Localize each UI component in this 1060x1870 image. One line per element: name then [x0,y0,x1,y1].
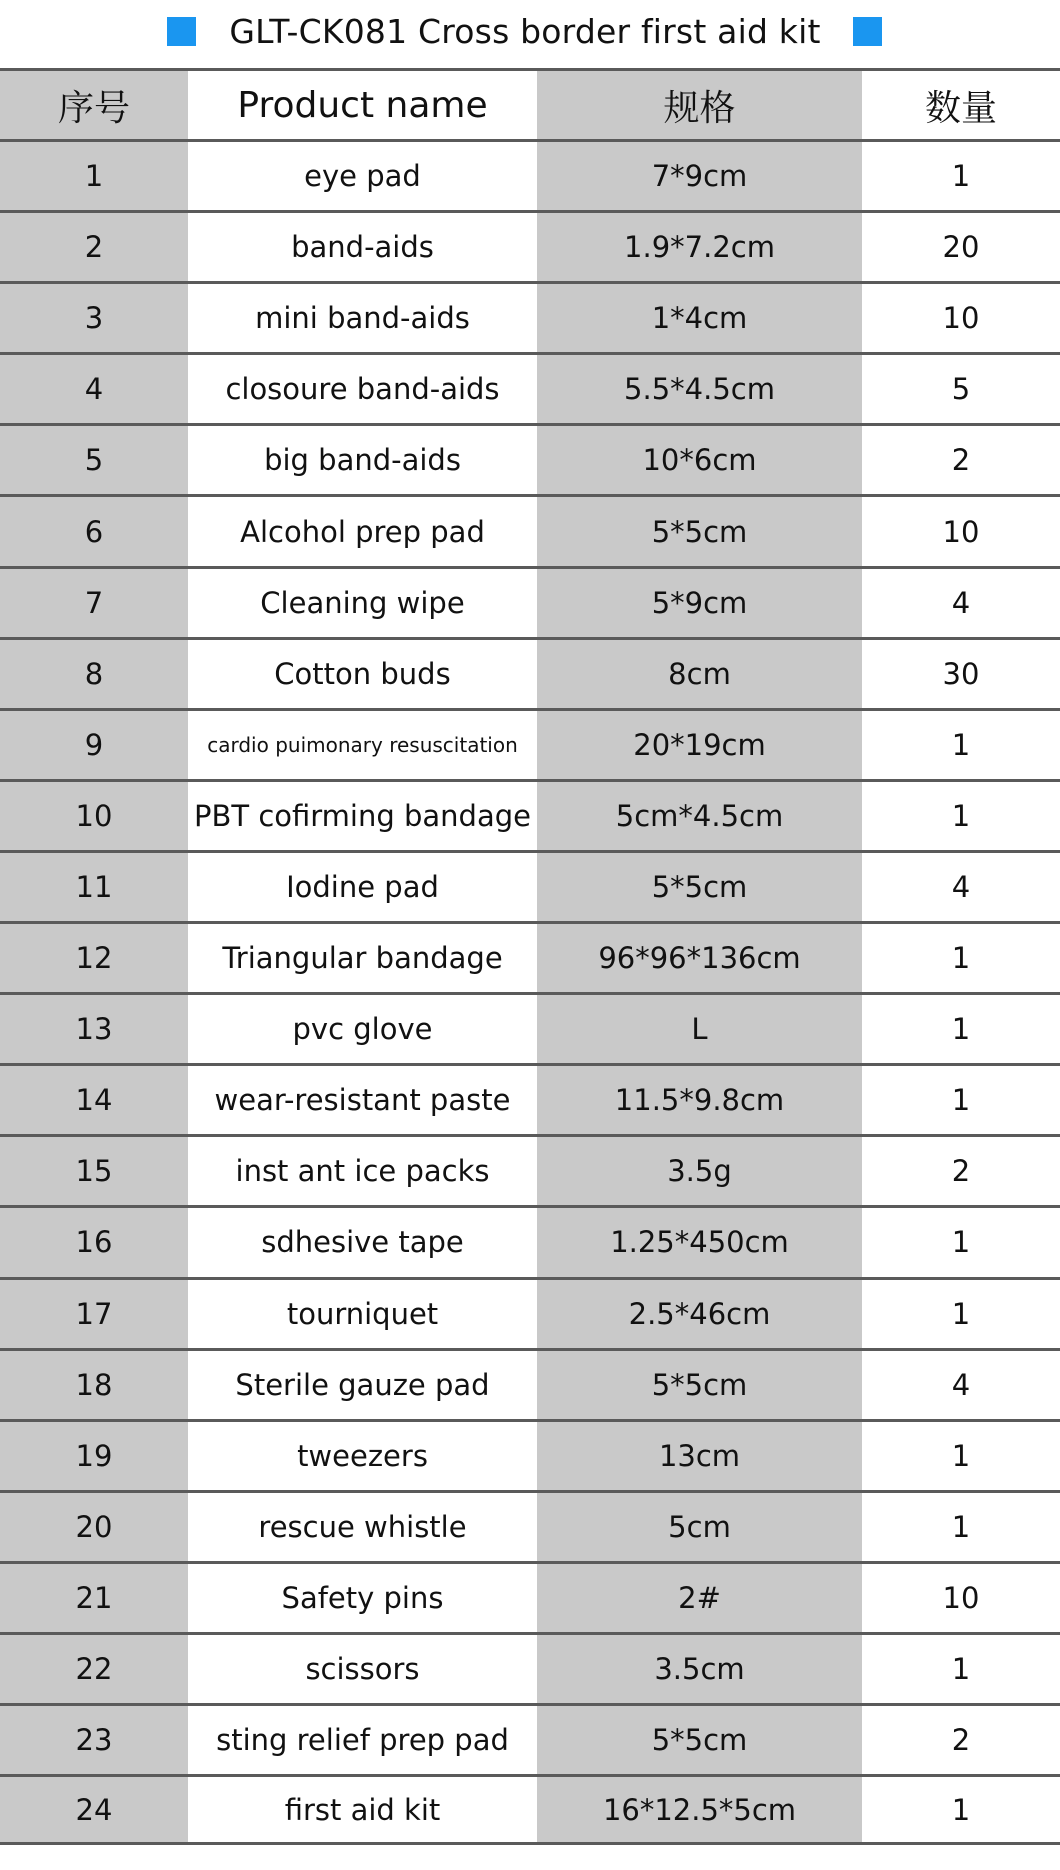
product-spec: 5cm [537,1493,862,1561]
product-quantity: 20 [862,213,1060,281]
product-quantity: 1 [862,1280,1060,1348]
table-row [0,1205,1060,1276]
row-number: 22 [0,1635,188,1703]
product-quantity: 10 [862,497,1060,565]
product-spec: 3.5cm [537,1635,862,1703]
row-number: 23 [0,1706,188,1774]
row-number: 14 [0,1066,188,1134]
column-header-spec: 规格 [537,71,862,139]
table-row [0,1490,1060,1561]
row-number: 9 [0,711,188,779]
product-spec: L [537,995,862,1063]
row-number: 16 [0,1208,188,1276]
product-spec: 5.5*4.5cm [537,355,862,423]
product-name: tweezers [188,1422,537,1490]
product-name: wear-resistant paste [188,1066,537,1134]
column-header-number: 序号 [0,71,188,139]
table-row [0,779,1060,850]
row-number: 24 [0,1777,188,1842]
table-row [0,1632,1060,1703]
product-quantity: 2 [862,1706,1060,1774]
product-quantity: 1 [862,711,1060,779]
row-number: 2 [0,213,188,281]
product-spec: 16*12.5*5cm [537,1777,862,1842]
product-quantity: 2 [862,426,1060,494]
product-name: first aid kit [188,1777,537,1842]
product-name: pvc glove [188,995,537,1063]
product-quantity: 5 [862,355,1060,423]
product-name: Sterile gauze pad [188,1351,537,1419]
title-bar [0,0,1060,66]
row-number: 6 [0,497,188,565]
product-name: Alcohol prep pad [188,497,537,565]
product-quantity: 1 [862,142,1060,210]
product-quantity: 1 [862,995,1060,1063]
row-number: 11 [0,853,188,921]
product-quantity: 4 [862,1351,1060,1419]
table-row [0,1348,1060,1419]
product-name: Iodine pad [188,853,537,921]
table-row [0,1774,1060,1845]
table-row [0,352,1060,423]
product-spec: 10*6cm [537,426,862,494]
page-title: GLT-CK081 Cross border first aid kit [229,12,821,51]
product-quantity: 1 [862,924,1060,992]
row-number: 19 [0,1422,188,1490]
product-spec: 2.5*46cm [537,1280,862,1348]
product-spec: 5*5cm [537,497,862,565]
row-number: 5 [0,426,188,494]
row-number: 15 [0,1137,188,1205]
table-row [0,1134,1060,1205]
product-quantity: 30 [862,640,1060,708]
product-quantity: 1 [862,1066,1060,1134]
product-name: band-aids [188,213,537,281]
row-number: 3 [0,284,188,352]
product-quantity: 1 [862,1493,1060,1561]
product-spec: 7*9cm [537,142,862,210]
product-name: mini band-aids [188,284,537,352]
product-name: cardio puimonary resuscitation [188,711,537,779]
product-quantity: 1 [862,1777,1060,1842]
row-number: 12 [0,924,188,992]
table-row [0,1703,1060,1774]
blue-square-icon [167,17,196,46]
table-row [0,281,1060,352]
product-quantity: 1 [862,1635,1060,1703]
product-name: closoure band-aids [188,355,537,423]
table-row [0,708,1060,779]
product-spec: 11.5*9.8cm [537,1066,862,1134]
product-quantity: 4 [862,569,1060,637]
product-quantity: 1 [862,782,1060,850]
table-row [0,139,1060,210]
product-name: eye pad [188,142,537,210]
product-spec: 5*9cm [537,569,862,637]
table-row [0,992,1060,1063]
table-row [0,1063,1060,1134]
product-spec: 5*5cm [537,853,862,921]
product-name: Safety pins [188,1564,537,1632]
product-name: sting relief prep pad [188,1706,537,1774]
product-spec: 5cm*4.5cm [537,782,862,850]
product-spec: 3.5g [537,1137,862,1205]
product-spec: 5*5cm [537,1351,862,1419]
table-row [0,494,1060,565]
product-quantity: 2 [862,1137,1060,1205]
product-quantity: 4 [862,853,1060,921]
product-name: tourniquet [188,1280,537,1348]
product-spec: 13cm [537,1422,862,1490]
product-name: PBT cofirming bandage [188,782,537,850]
product-name: Cotton buds [188,640,537,708]
row-number: 1 [0,142,188,210]
table-row [0,921,1060,992]
product-table [0,68,1060,1845]
product-spec: 96*96*136cm [537,924,862,992]
product-spec: 1*4cm [537,284,862,352]
column-header-product-name: Product name [188,71,537,139]
table-row [0,566,1060,637]
product-name: sdhesive tape [188,1208,537,1276]
product-quantity: 1 [862,1422,1060,1490]
row-number: 7 [0,569,188,637]
table-row [0,1419,1060,1490]
column-header-quantity: 数量 [862,71,1060,139]
product-name: big band-aids [188,426,537,494]
row-number: 18 [0,1351,188,1419]
product-spec: 1.9*7.2cm [537,213,862,281]
table-row [0,637,1060,708]
row-number: 8 [0,640,188,708]
product-spec: 8cm [537,640,862,708]
product-name: Triangular bandage [188,924,537,992]
table-row [0,1277,1060,1348]
row-number: 10 [0,782,188,850]
product-name: Cleaning wipe [188,569,537,637]
table-row [0,423,1060,494]
table-row [0,1561,1060,1632]
product-quantity: 10 [862,284,1060,352]
blue-square-icon [853,17,882,46]
product-spec: 2# [537,1564,862,1632]
row-number: 17 [0,1280,188,1348]
product-quantity: 10 [862,1564,1060,1632]
product-spec: 1.25*450cm [537,1208,862,1276]
row-number: 21 [0,1564,188,1632]
table-row [0,210,1060,281]
row-number: 13 [0,995,188,1063]
product-name: scissors [188,1635,537,1703]
product-spec: 5*5cm [537,1706,862,1774]
table-header [0,68,1060,139]
row-number: 4 [0,355,188,423]
product-name: inst ant ice packs [188,1137,537,1205]
table-row [0,850,1060,921]
product-name: rescue whistle [188,1493,537,1561]
row-number: 20 [0,1493,188,1561]
product-quantity: 1 [862,1208,1060,1276]
product-spec: 20*19cm [537,711,862,779]
